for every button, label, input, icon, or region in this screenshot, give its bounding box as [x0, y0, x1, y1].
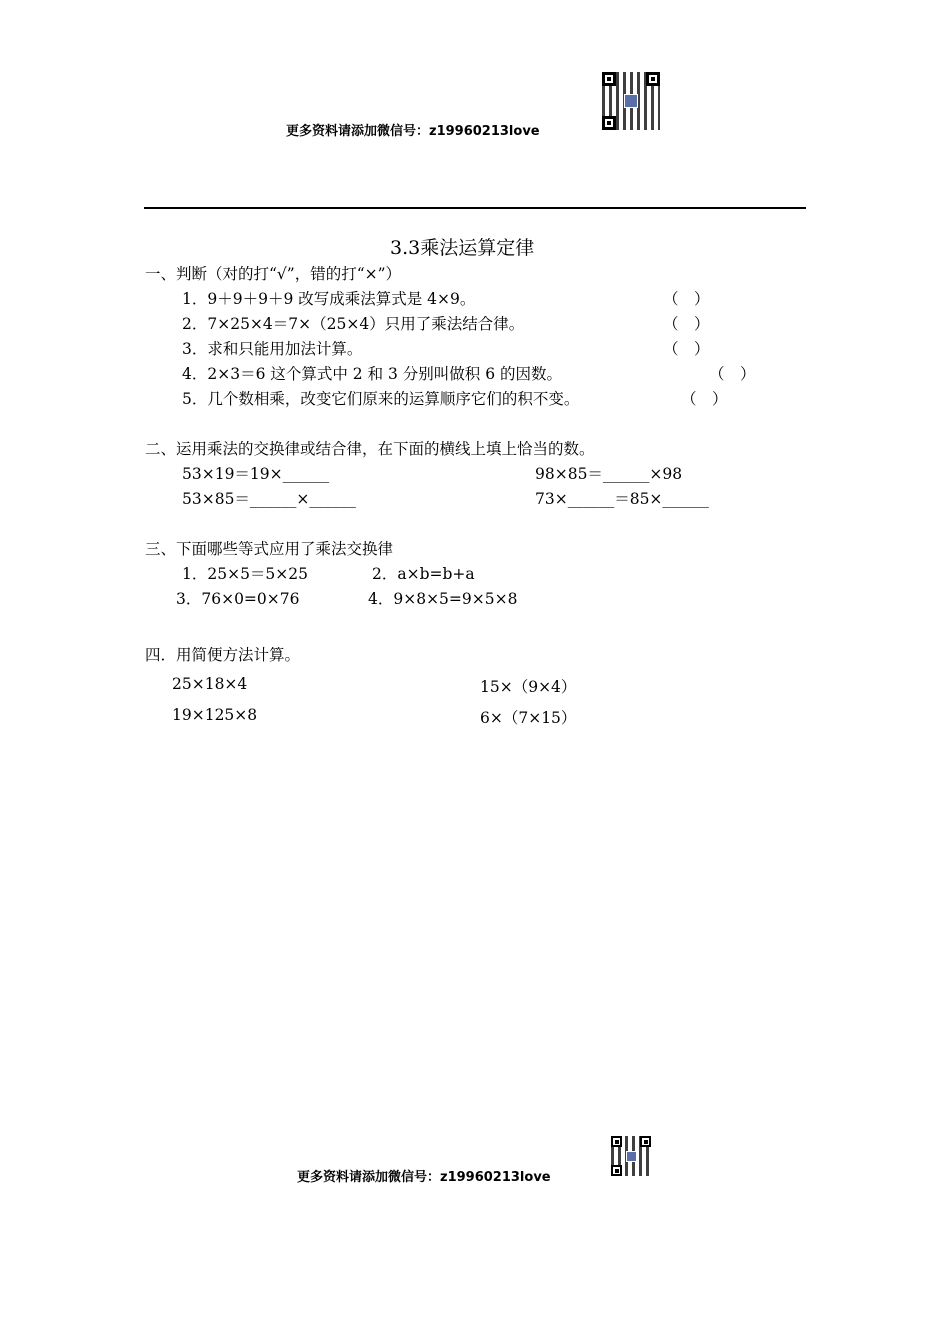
fill-blank-equation[interactable]: 73×______＝85×______	[535, 490, 709, 508]
list-item: 4．2×3＝6 这个算式中 2 和 3 分别叫做积 6 的因数。	[182, 365, 563, 383]
equation-option[interactable]: 3．76×0=0×76	[176, 590, 300, 608]
answer-bracket[interactable]: （ ）	[663, 340, 710, 358]
page-title: 3.3乘法运算定律	[390, 237, 535, 259]
fill-blank-equation[interactable]: 98×85＝______×98	[535, 465, 683, 483]
section3-heading: 三、下面哪些等式应用了乘法交换律	[145, 540, 394, 558]
qr-code-icon	[611, 1136, 651, 1176]
header-divider	[144, 207, 806, 209]
answer-bracket[interactable]: （ ）	[663, 315, 710, 333]
answer-bracket[interactable]: （ ）	[663, 290, 710, 308]
list-item: 1．9＋9＋9＋9 改写成乘法算式是 4×9。	[182, 290, 476, 308]
equation-option[interactable]: 2．a×b=b+a	[372, 565, 475, 583]
list-item: 5．几个数相乘，改变它们原来的运算顺序它们的积不变。	[182, 390, 580, 408]
calc-problem: 19×125×8	[172, 706, 258, 724]
qr-code-icon	[602, 72, 660, 130]
answer-bracket[interactable]: （ ）	[681, 390, 728, 408]
fill-blank-equation[interactable]: 53×85＝______×______	[182, 490, 356, 508]
list-item: 2．7×25×4＝7×（25×4）只用了乘法结合律。	[182, 315, 525, 333]
calc-problem: 15×（9×4）	[480, 678, 577, 696]
header-watermark: 更多资料请添加微信号：z19960213love	[286, 124, 540, 139]
equation-option[interactable]: 1．25×5＝5×25	[182, 565, 309, 583]
section1-heading: 一、判断（对的打“√”，错的打“×”）	[145, 265, 402, 283]
equation-option[interactable]: 4．9×8×5=9×5×8	[368, 590, 518, 608]
calc-problem: 25×18×4	[172, 675, 248, 693]
section2-heading: 二、运用乘法的交换律或结合律，在下面的横线上填上恰当的数。	[145, 440, 595, 458]
list-item: 3．求和只能用加法计算。	[182, 340, 363, 358]
answer-bracket[interactable]: （ ）	[709, 365, 756, 383]
calc-problem: 6×（7×15）	[480, 709, 577, 727]
section4-heading: 四．用简便方法计算。	[145, 646, 301, 664]
footer-watermark: 更多资料请添加微信号：z19960213love	[297, 1170, 551, 1185]
fill-blank-equation[interactable]: 53×19＝19×______	[182, 465, 330, 483]
